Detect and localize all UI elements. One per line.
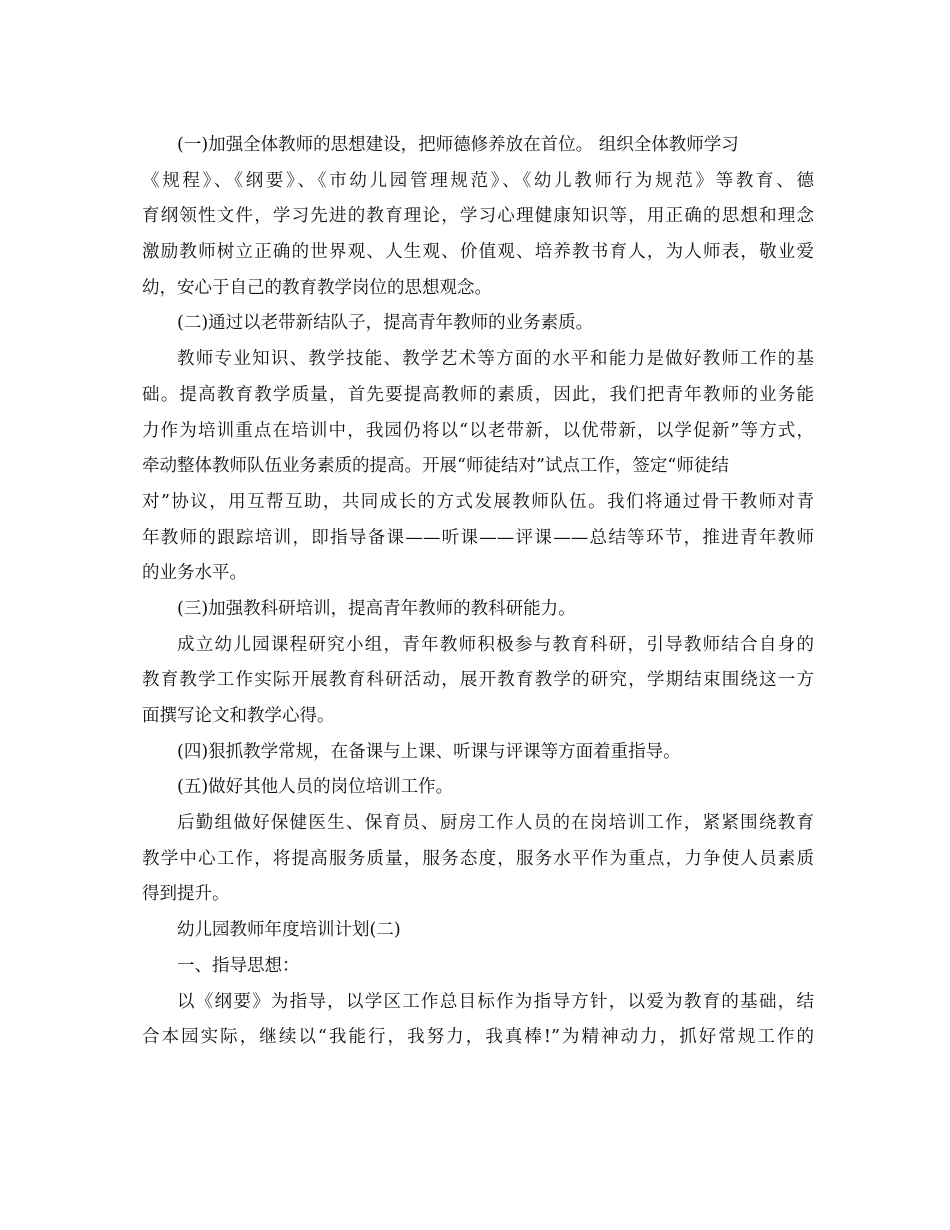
text-line: 激励教师树立正确的世界观、人生观、价值观、培养教书育人，为人师表，敬业爱 — [142, 242, 814, 263]
text-line: 幼，安心于自己的教育教学岗位的思想观念。 — [142, 277, 492, 298]
text-line: 础。提高教育教学质量，首先要提高教师的素质，因此，我们把青年教师的业务能 — [142, 384, 814, 405]
text-line: 力作为培训重点在培训中，我园仍将以“以老带新，以优带新，以学促新”等方式， — [142, 420, 814, 441]
text-line: (一)加强全体教师的思想建设，把师德修养放在首位。 组织全体教师学习 — [177, 135, 739, 155]
text-line: 一、指导思想： — [177, 955, 300, 976]
text-line: 对”协议，用互帮互助，共同成长的方式发展教师队伍。我们将通过骨干教师对青 — [142, 491, 814, 512]
text-line: 后勤组做好保健医生、保育员、厨房工作人员的在岗培训工作，紧紧围绕教育 — [177, 813, 814, 834]
text-line: 年教师的跟踪培训，即指导备课——听课——评课——总结等环节，推进青年教师 — [142, 527, 814, 548]
text-line: 牵动整体教师队伍业务素质的提高。开展“师徒结对”试点工作，签定“师徒结 — [142, 456, 729, 477]
text-line: 教师专业知识、教学技能、教学艺术等方面的水平和能力是做好教师工作的基 — [177, 349, 814, 370]
text-line: 的业务水平。 — [142, 563, 247, 584]
text-line: (三)加强教科研培训，提高青年教师的教科研能力。 — [177, 598, 576, 619]
text-line: 幼儿园教师年度培训计划(二) — [177, 920, 401, 941]
document-body — [142, 128, 814, 1056]
text-line: 教育教学工作实际开展教育科研活动，展开教育教学的研究，学期结束围绕这一方 — [142, 670, 814, 691]
text-line: 《规程》、《纲要》、《市幼儿园管理规范》、《幼儿教师行为规范》等教育、德 — [142, 170, 814, 191]
text-line: 成立幼儿园课程研究小组，青年教师积极参与教育科研，引导教师结合自身的 — [177, 634, 814, 655]
text-line: 得到提升。 — [142, 884, 230, 905]
text-line: 教学中心工作，将提高服务质量，服务态度，服务水平作为重点，力争使人员素质 — [142, 848, 814, 869]
text-line: (四)狠抓教学常规，在备课与上课、听课与评课等方面着重指导。 — [177, 741, 681, 762]
text-line: 合本园实际，继续以“我能行，我努力，我真棒!”为精神动力，抓好常规工作的 — [142, 1027, 814, 1048]
text-line: 面撰写论文和教学心得。 — [142, 706, 335, 726]
text-line: (五)做好其他人员的岗位培训工作。 — [177, 777, 454, 798]
text-line: 以《纲要》为指导，以学区工作总目标作为指导方针，以爱为教育的基础，结 — [177, 991, 814, 1012]
text-line: (二)通过以老带新结队子，提高青年教师的业务素质。 — [177, 313, 594, 334]
text-line: 育纲领性文件，学习先进的教育理论，学习心理健康知识等，用正确的思想和理念 — [142, 206, 814, 227]
